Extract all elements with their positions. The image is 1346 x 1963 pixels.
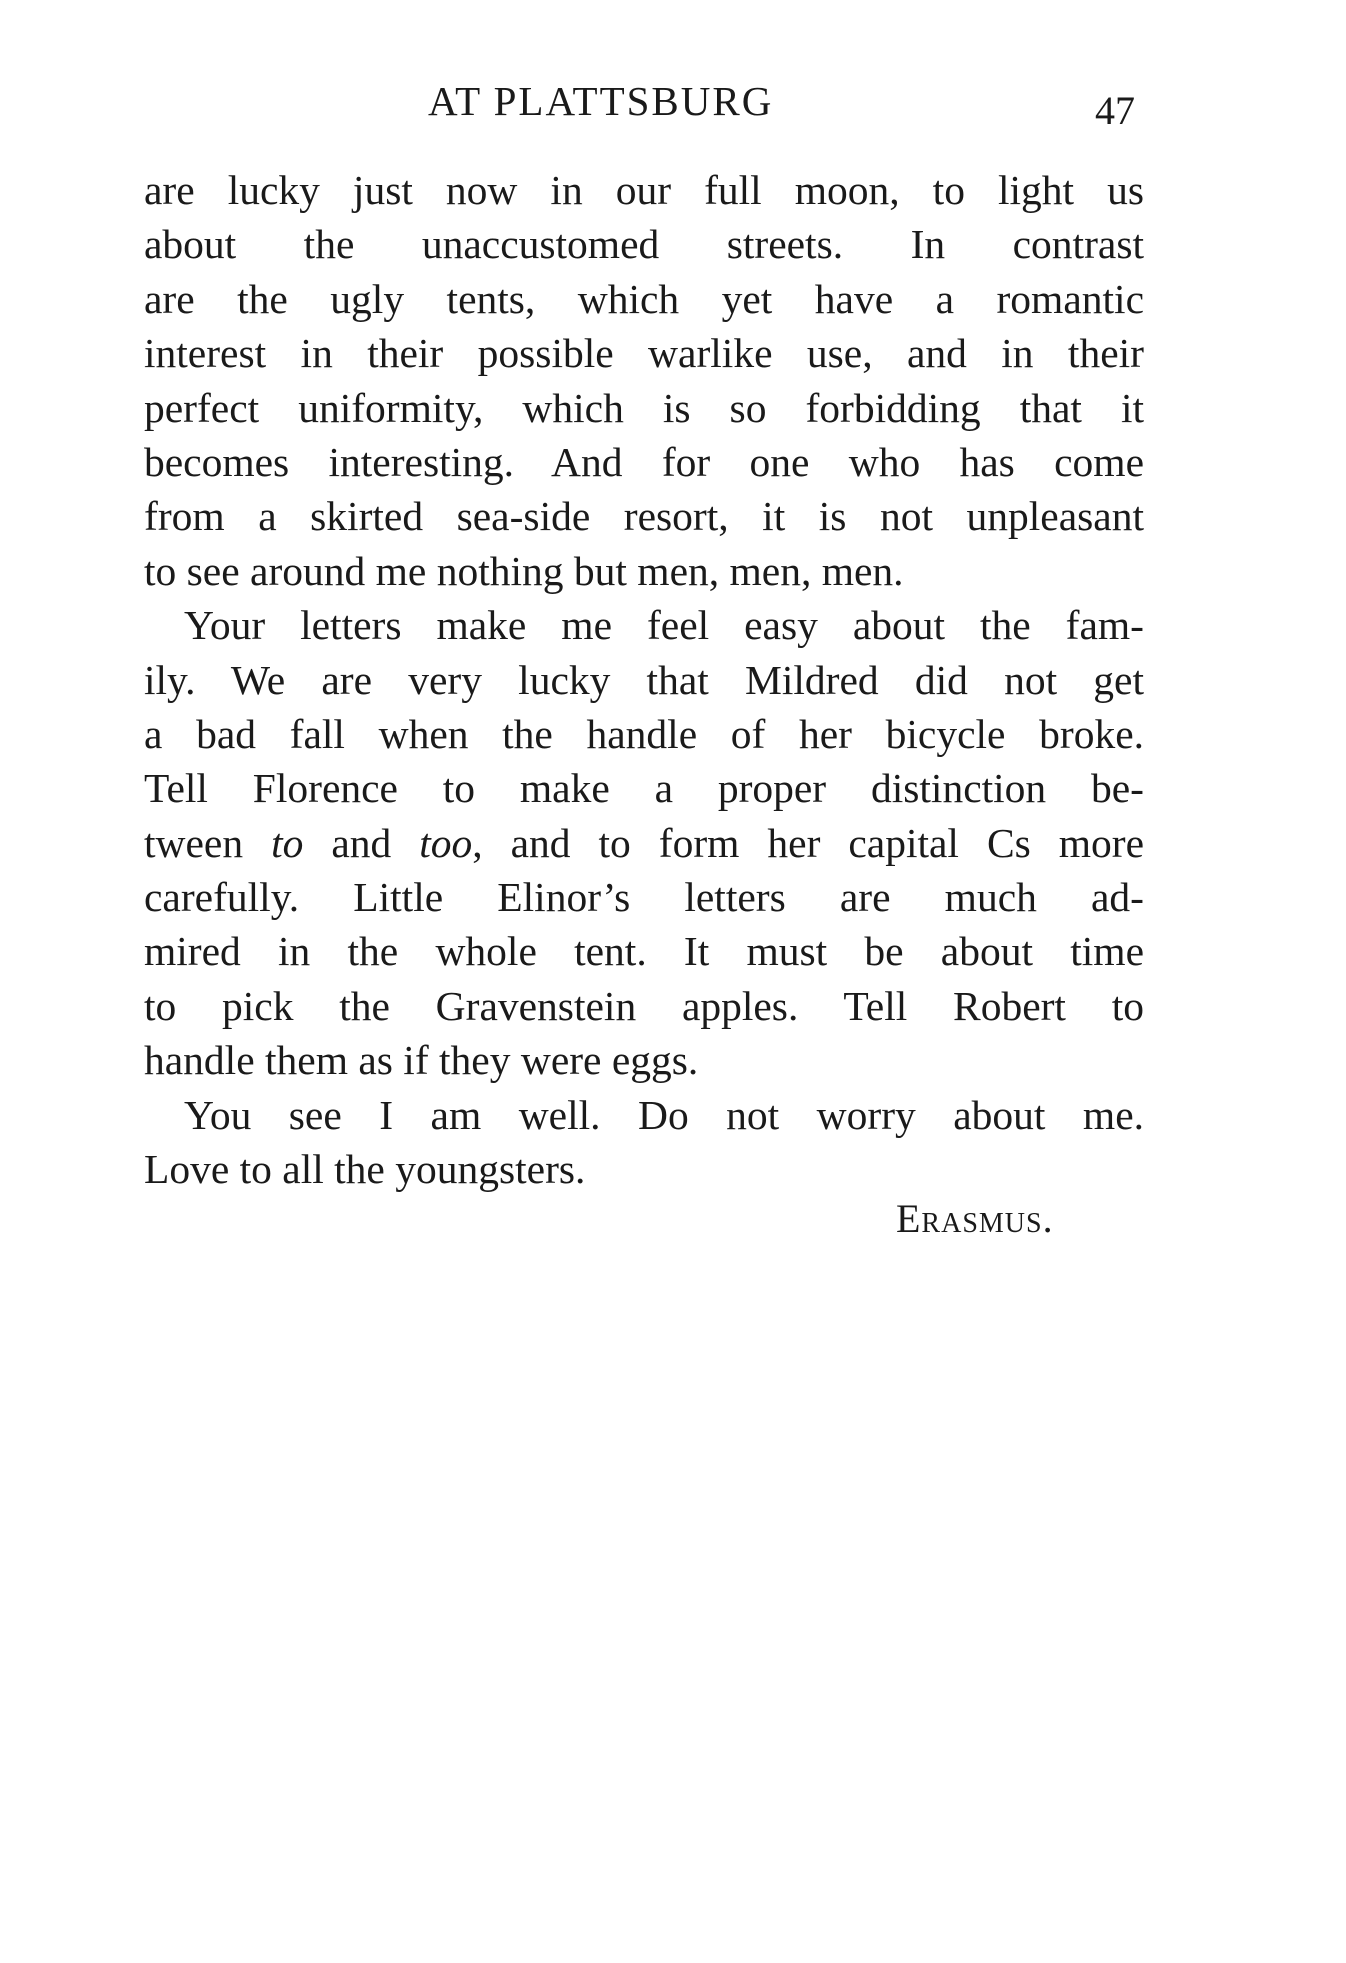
text-line: handle them as if they were eggs.	[144, 1037, 699, 1084]
text-line: about the unaccustomed streets. In contrast	[144, 221, 1144, 268]
italic-word: to	[271, 819, 304, 866]
text-line: Tell Florence to make a proper distinction be-	[144, 765, 1144, 812]
running-title: AT PLATTSBURG	[428, 78, 774, 124]
text-line: interest in their possible warlike use, and in their	[144, 330, 1144, 377]
text-line: You see I am well. Do not worry about me.	[184, 1091, 1144, 1138]
text-line: ily. We are very lucky that Mildred did not get	[144, 656, 1144, 703]
text-span: , and to form her capital Cs more	[472, 819, 1145, 866]
text-span: tween	[144, 819, 272, 866]
text-line: carefully. Little Elinor’s letters are much ad-	[144, 874, 1144, 921]
body-text	[144, 163, 1144, 1196]
italic-word: too	[419, 819, 473, 866]
running-head	[0, 76, 1346, 133]
page-number: 47	[1095, 88, 1135, 133]
text-line: to see around me nothing but men, men, men.	[144, 547, 904, 594]
text-line: perfect uniformity, which is so forbidding that it	[144, 384, 1144, 431]
text-line: a bad fall when the handle of her bicycle broke.	[144, 710, 1144, 757]
text-line: are the ugly tents, which yet have a romantic	[144, 275, 1144, 322]
text-line: are lucky just now in our full moon, to light us	[144, 167, 1144, 213]
text-span: and	[303, 819, 420, 866]
text-line: to pick the Gravenstein apples. Tell Robert to	[144, 982, 1144, 1029]
text-line: mired in the whole tent. It must be about time	[144, 928, 1144, 975]
signature: Erasmus.	[896, 1196, 1054, 1241]
text-line-with-italics	[144, 816, 1144, 870]
text-line: from a skirted sea-side resort, it is not unpleasant	[144, 493, 1144, 540]
text-line: Love to all the youngsters.	[144, 1146, 586, 1193]
text-line: Your letters make me feel easy about the fam-	[184, 602, 1144, 649]
text-line: becomes interesting. And for one who has come	[144, 438, 1144, 485]
